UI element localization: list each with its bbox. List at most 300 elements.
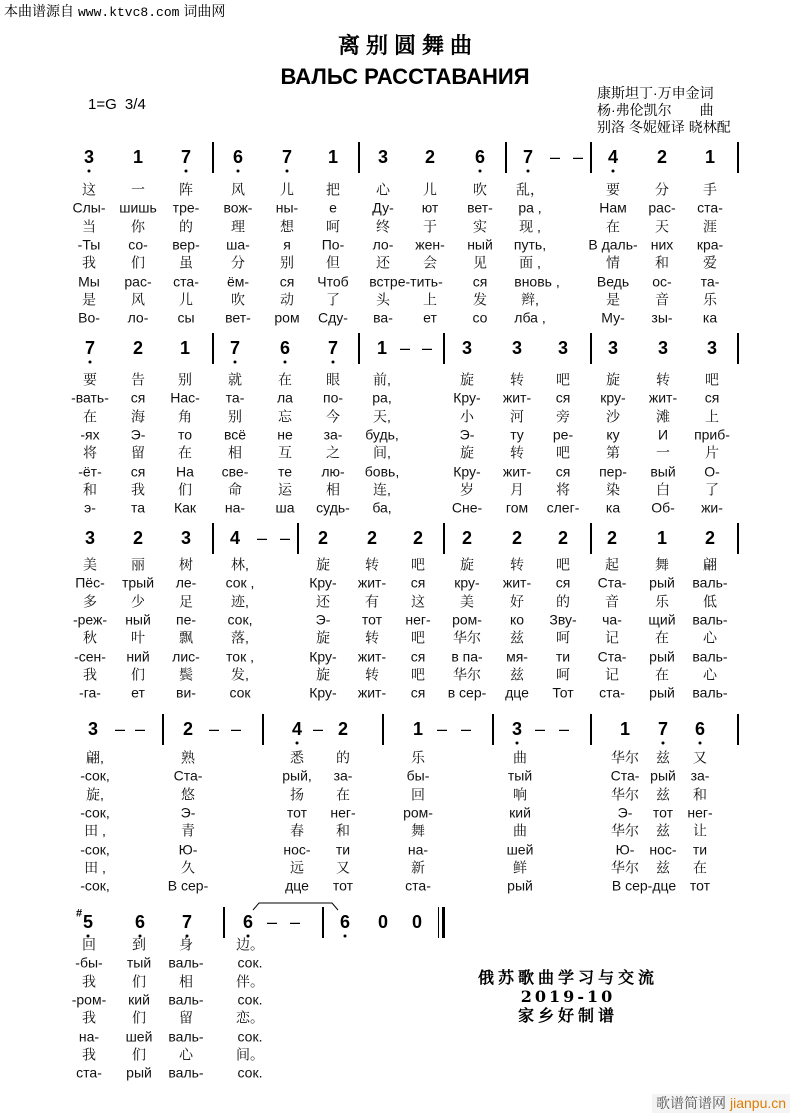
lyric-syllable: Ста-	[610, 767, 640, 784]
note-2: 2	[511, 528, 523, 548]
lyric-syllable: вет-	[467, 199, 493, 216]
lyric-syllable: 迹,	[231, 593, 249, 610]
watermark-domain-link[interactable]: jianpu.cn	[730, 1095, 787, 1111]
source-site-name: 词曲网	[183, 3, 226, 19]
lyric-syllable: вновь ,	[514, 273, 560, 289]
lyric-syllable: В сер-	[167, 877, 209, 894]
lyric-syllable: ся	[410, 648, 426, 664]
lyric-syllable: 兹	[656, 749, 670, 766]
lyric-syllable: 在	[655, 666, 669, 683]
lyric-syllable: я	[283, 236, 291, 253]
lyric-syllable: ём-	[226, 273, 250, 289]
lyric-syllable: нег-	[330, 804, 356, 821]
lyric-syllable: тот	[332, 877, 354, 894]
lyric-syllable: Э-	[130, 426, 146, 443]
lyric-syllable: В сер-дце	[611, 877, 677, 894]
lyric-syllable: вер-	[172, 236, 200, 253]
lyric-syllable: 我	[82, 254, 96, 271]
lyric-syllable: за-	[690, 767, 710, 784]
barline	[212, 523, 214, 554]
lyric-syllable: ка	[605, 499, 621, 516]
low-octave-dot-icon	[516, 742, 519, 745]
note-3: 3	[511, 338, 523, 358]
sharp-icon: #	[75, 907, 83, 920]
lyric-syllable: бы-	[406, 767, 430, 784]
lyric-syllable: Ста-	[597, 648, 627, 664]
lyric-syllable: 儿	[179, 291, 193, 308]
rest-note: 0	[377, 912, 389, 932]
lyric-syllable: рый,	[282, 767, 312, 784]
lyric-syllable: слег-	[546, 499, 580, 516]
lyric-syllable: 兹	[510, 629, 524, 646]
lyric-syllable: 岁	[460, 481, 474, 498]
lyric-syllable: 乐	[703, 291, 717, 308]
lyric-syllable: 留	[131, 444, 145, 461]
lyric-syllable: сок.	[237, 954, 263, 971]
lyric-syllable: 连,	[373, 481, 391, 498]
lyric-syllable: 现 ,	[519, 218, 541, 235]
lyric-syllable: 滩	[656, 408, 670, 425]
lyric-syllable: ный	[125, 611, 151, 628]
lyric-syllable: ло-	[127, 309, 149, 326]
lyric-syllable: 理	[231, 218, 245, 235]
lyric-syllable: ний	[126, 648, 150, 664]
lyric-syllable: ре-	[552, 426, 574, 443]
lyric-syllable: тый	[126, 954, 152, 971]
lyric-syllable: 爱	[703, 254, 717, 271]
lyric-syllable: -реж-	[72, 611, 108, 628]
lyric-syllable: 华尔	[611, 822, 639, 839]
lyric-syllable: жит-	[502, 389, 532, 406]
lyric-syllable: 就	[228, 371, 242, 388]
lyric-syllable: 心	[376, 181, 390, 198]
lyric-syllable: 们	[131, 254, 145, 271]
low-octave-dot-icon	[88, 170, 91, 173]
lyric-syllable: 我	[131, 481, 145, 498]
lyric-syllable: 但	[326, 254, 340, 271]
note-4: 4	[229, 528, 241, 548]
lyric-syllable: 间,	[373, 444, 391, 461]
barline	[590, 333, 592, 364]
note-1: 1	[132, 147, 144, 167]
lyric-syllable: шей	[506, 841, 534, 857]
lyric-syllable: 回	[82, 936, 96, 953]
lyric-syllable: 吧	[411, 556, 425, 573]
lyric-syllable: Кру-	[309, 574, 337, 591]
lyric-syllable: 们	[132, 1046, 146, 1063]
lyric-syllable: ся	[555, 389, 571, 406]
lyric-syllable: 和	[83, 481, 97, 498]
note-6: 6	[279, 338, 291, 358]
lyric-syllable: 别	[280, 254, 294, 271]
lyric-syllable: тот	[361, 611, 383, 628]
lyric-syllable: 树	[179, 556, 193, 573]
lyric-syllable: 在	[178, 444, 192, 461]
lyric-syllable: ло-	[372, 236, 394, 253]
lyric-syllable: 记	[605, 666, 619, 683]
note-1: 1	[704, 147, 716, 167]
lyric-syllable: 片	[705, 444, 719, 461]
lyric-syllable: валь-	[692, 684, 728, 701]
lyric-syllable: И	[657, 426, 669, 443]
sustain-dash: –	[289, 912, 301, 932]
lyric-syllable: Ста-	[597, 574, 627, 591]
lyric-syllable: 终	[376, 218, 390, 235]
lyric-syllable: ка	[702, 309, 718, 326]
lyric-syllable: 的	[179, 218, 193, 235]
sustain-dash: –	[256, 528, 268, 548]
note-2: 2	[337, 719, 349, 739]
lyric-syllable: 丽	[131, 556, 145, 573]
watermark	[652, 1094, 790, 1113]
lyric-syllable: мя-	[506, 648, 528, 664]
lyric-syllable: 转	[365, 666, 379, 683]
note-7: 7	[327, 338, 339, 358]
lyric-syllable: 分	[231, 254, 245, 271]
lyric-syllable: -ях	[80, 426, 100, 443]
lyric-syllable: 们	[131, 666, 145, 683]
lyric-syllable: кру-	[454, 574, 480, 591]
lyric-syllable: те	[277, 463, 293, 479]
lyric-syllable: пе-	[175, 611, 197, 628]
lyric-syllable: 鬓	[179, 666, 193, 683]
lyric-syllable: 乐	[411, 749, 425, 766]
note-2: 2	[461, 528, 473, 548]
lyric-syllable: в сер-	[447, 684, 487, 701]
note-3: 3	[511, 719, 523, 739]
lyric-syllable: 转	[510, 371, 524, 388]
lyric-syllable: 音	[655, 291, 669, 308]
lyric-syllable: ста-	[599, 684, 625, 701]
lyric-syllable: 头	[376, 291, 390, 308]
note-7: 7	[180, 147, 192, 167]
lyric-syllable: 告	[131, 371, 145, 388]
barline	[212, 142, 214, 173]
lyric-syllable: 伴。	[236, 973, 264, 990]
lyric-syllable: будь,	[365, 426, 399, 443]
lyric-syllable: 吹	[473, 181, 487, 198]
note-1: 1	[656, 528, 668, 548]
low-octave-dot-icon	[612, 170, 615, 173]
lyric-syllable: 这	[411, 593, 425, 610]
lyric-syllable: В даль-	[588, 236, 638, 253]
lyric-syllable: ти	[555, 648, 571, 664]
note-2: 2	[366, 528, 378, 548]
lyric-syllable: 命	[228, 481, 242, 498]
note-7: 7	[657, 719, 669, 739]
lyric-syllable: 天,	[373, 408, 391, 425]
lyric-syllable: 音	[605, 593, 619, 610]
source-url-link[interactable]: www.ktvc8.com	[78, 5, 180, 20]
note-7: 7	[181, 912, 193, 932]
key-and-time-signature: 1=G 3/4	[88, 96, 146, 113]
lyric-syllable: 上	[423, 291, 437, 308]
barline	[590, 714, 592, 745]
song-title-russian: ВАЛЬС РАССТАВАНИЯ	[280, 64, 530, 89]
barline	[443, 523, 445, 554]
lyric-syllable: 美	[460, 593, 474, 610]
lyric-syllable: 面 ,	[519, 254, 541, 271]
lyric-syllable: 手	[703, 181, 717, 198]
lyric-syllable: нос-	[283, 841, 311, 857]
lyric-syllable: Э-	[617, 804, 633, 821]
lyric-syllable: 呵	[326, 218, 340, 235]
lyric-syllable: ром-	[452, 611, 482, 628]
sustain-dash: –	[421, 338, 433, 358]
note-3: 3	[706, 338, 718, 358]
lyric-syllable: валь-	[168, 1028, 204, 1044]
low-octave-dot-icon	[332, 361, 335, 364]
note-2: 2	[606, 528, 618, 548]
lyric-syllable: тот	[689, 877, 711, 894]
note-6: 6	[134, 912, 146, 932]
lyric-syllable: 在	[655, 629, 669, 646]
lyric-syllable: 边。	[236, 936, 264, 953]
lyric-syllable: 好	[510, 593, 524, 610]
lyric-syllable: 儿	[280, 181, 294, 198]
lyric-syllable: кий	[509, 804, 531, 821]
lyric-syllable: 想	[280, 218, 294, 235]
lyric-syllable: 染	[606, 481, 620, 498]
lyric-syllable: 吧	[705, 371, 719, 388]
lyric-syllable: шей	[125, 1028, 153, 1044]
lyric-syllable: дце	[505, 684, 529, 701]
lyric-syllable: жит-	[502, 574, 532, 591]
lyric-syllable: 在	[83, 408, 97, 425]
low-octave-dot-icon	[699, 742, 702, 745]
lyric-syllable: 和	[693, 786, 707, 803]
lyric-syllable: Нас-	[170, 389, 200, 406]
sustain-dash: –	[460, 719, 472, 739]
lyric-syllable: 们	[178, 481, 192, 498]
lyric-syllable: 阵	[179, 181, 193, 198]
lyric-syllable: ся	[555, 574, 571, 591]
lyric-syllable: 一	[131, 181, 145, 198]
lyric-syllable: в па-	[451, 648, 483, 664]
lyric-syllable: 在	[606, 218, 620, 235]
lyric-syllable: 心	[703, 666, 717, 683]
lyric-syllable: 还	[316, 593, 330, 610]
lyric-syllable: Ю-	[178, 841, 198, 857]
lyric-syllable: Слы-	[72, 199, 106, 216]
credit-translator-arranger: 别洛 冬妮娅译 晓林配	[597, 119, 731, 135]
lyric-syllable: Кру-	[453, 389, 481, 406]
lyric-syllable: Э-	[180, 804, 196, 821]
lyric-syllable: ча-	[602, 611, 622, 628]
lyric-syllable: 见	[473, 254, 487, 271]
lyric-syllable: 间。	[236, 1046, 264, 1063]
lyric-syllable: 第	[606, 444, 620, 461]
lyric-syllable: 我	[82, 1046, 96, 1063]
lyric-syllable: ста-	[173, 273, 199, 289]
lyric-syllable: Кру-	[453, 463, 481, 479]
lyric-syllable: 起	[605, 556, 619, 573]
lyric-syllable: рый	[649, 574, 675, 591]
lyric-syllable: 兹	[656, 786, 670, 803]
lyric-syllable: 一	[656, 444, 670, 461]
note-3: 3	[607, 338, 619, 358]
lyric-syllable: не	[277, 426, 293, 443]
lyric-syllable: рас-	[124, 273, 152, 289]
sustain-dash: –	[399, 338, 411, 358]
lyric-syllable: валь-	[692, 611, 728, 628]
barline	[212, 333, 214, 364]
lyric-syllable: 华尔	[453, 629, 481, 646]
lyric-syllable: та-	[225, 389, 245, 406]
note-3: 3	[180, 528, 192, 548]
note-3: 3	[557, 338, 569, 358]
note-2: 2	[132, 528, 144, 548]
low-octave-dot-icon	[237, 170, 240, 173]
lyric-syllable: Кру-	[309, 684, 337, 701]
lyric-syllable: гом	[505, 499, 529, 516]
lyric-syllable: 了	[326, 291, 340, 308]
lyric-syllable: нег-	[405, 611, 431, 628]
lyric-syllable: валь-	[692, 648, 728, 664]
lyric-syllable: 记	[605, 629, 619, 646]
note-1: 1	[179, 338, 191, 358]
lyric-syllable: Пёс-	[75, 574, 105, 591]
final-barline-thick	[442, 907, 445, 938]
lyric-syllable: 了	[705, 481, 719, 498]
lyric-syllable: 将	[556, 481, 570, 498]
barline	[737, 333, 739, 364]
lyric-syllable: ет	[131, 684, 145, 701]
note-7: 7	[84, 338, 96, 358]
lyric-syllable: 少	[131, 593, 145, 610]
lyric-syllable: О-	[704, 463, 720, 479]
lyric-syllable: 悠	[181, 786, 195, 803]
lyric-syllable: вет-	[225, 309, 251, 326]
lyric-syllable: 呵	[556, 666, 570, 683]
lyric-syllable: 曲	[513, 822, 527, 839]
lyric-syllable: 分	[655, 181, 669, 198]
lyric-syllable: рый	[650, 767, 676, 784]
lyric-syllable: 久	[181, 859, 195, 876]
note-7: 7	[229, 338, 241, 358]
lyric-syllable: 情	[606, 254, 620, 271]
low-octave-dot-icon	[284, 361, 287, 364]
lyric-syllable: рый	[507, 877, 533, 894]
lyric-syllable: 吹	[231, 291, 245, 308]
lyric-syllable: 还	[376, 254, 390, 271]
lyric-syllable: 前,	[373, 371, 391, 388]
lyric-syllable: Нам	[599, 199, 627, 216]
note-2: 2	[132, 338, 144, 358]
lyric-syllable: 田 ,	[84, 822, 106, 839]
lyric-syllable: 又	[693, 749, 707, 766]
lyric-syllable: жит-	[502, 463, 532, 479]
lyric-syllable: Э-	[459, 426, 475, 443]
lyric-syllable: жит-	[357, 574, 387, 591]
note-6: 6	[232, 147, 244, 167]
lyric-syllable: Ю-	[615, 841, 635, 857]
lyric-syllable: 兹	[656, 822, 670, 839]
lyric-syllable: ви-	[176, 684, 196, 701]
lyric-syllable: 兹	[656, 859, 670, 876]
lyric-syllable: валь-	[692, 574, 728, 591]
lyric-syllable: 响	[513, 786, 527, 803]
lyric-syllable: Э-	[315, 611, 331, 628]
lyric-syllable: 天	[655, 218, 669, 235]
lyric-syllable: жит-	[357, 648, 387, 664]
lyric-syllable: 涯	[703, 218, 717, 235]
sustain-dash: –	[279, 528, 291, 548]
lyric-syllable: ра,	[372, 389, 392, 406]
lyric-syllable: 乱，	[516, 181, 544, 198]
note-2: 2	[412, 528, 424, 548]
lyric-syllable: Во-	[78, 309, 100, 326]
lyric-syllable: ся	[410, 684, 426, 701]
lyric-syllable: 舞	[411, 822, 425, 839]
lyric-syllable: Ведь	[596, 273, 630, 289]
lyric-syllable: -сок,	[80, 767, 110, 784]
lyric-syllable: 叶	[131, 629, 145, 646]
lyric-syllable: жен-	[415, 236, 445, 253]
lyric-syllable: 风	[231, 181, 245, 198]
lyric-syllable: ся	[472, 273, 488, 289]
lyric-syllable: лю-	[321, 463, 345, 479]
lyric-syllable: 恋。	[236, 1009, 264, 1026]
lyric-syllable: валь-	[168, 1064, 204, 1081]
lyric-syllable: 留	[179, 1009, 193, 1026]
lyric-syllable: Ста-	[173, 767, 203, 784]
lyric-syllable: 有	[365, 593, 379, 610]
lyric-syllable: 之	[326, 444, 340, 461]
lyric-syllable: 把	[326, 181, 340, 198]
lyric-syllable: по-	[322, 389, 344, 406]
low-octave-dot-icon	[185, 170, 188, 173]
lyric-syllable: 辫,	[521, 291, 539, 308]
lyric-syllable: 华尔	[453, 666, 481, 683]
lyric-syllable: -сен-	[74, 648, 106, 664]
lyric-syllable: тот	[286, 804, 308, 821]
lyric-syllable: валь-	[168, 991, 204, 1008]
source-label: 本曲谱源自	[4, 3, 74, 19]
lyric-syllable: ный	[467, 236, 493, 253]
barline	[322, 907, 324, 938]
low-octave-dot-icon	[479, 170, 482, 173]
note-5: 5	[82, 912, 94, 932]
lyric-syllable: всё	[223, 426, 247, 443]
lyric-syllable: 旋	[460, 371, 474, 388]
lyric-syllable: 白	[656, 481, 670, 498]
lyric-syllable: 转	[656, 371, 670, 388]
note-3: 3	[83, 147, 95, 167]
lyric-syllable: 翩,	[86, 749, 104, 766]
sustain-dash: –	[436, 719, 448, 739]
lyric-syllable: 月	[510, 481, 524, 498]
lyric-syllable: По-	[321, 236, 345, 253]
lyric-syllable: 吧	[411, 666, 425, 683]
sustain-dash: –	[114, 719, 126, 739]
lyric-syllable: -Ты	[77, 236, 101, 253]
barline	[262, 714, 264, 745]
lyric-syllable: ся	[555, 463, 571, 479]
barline	[162, 714, 164, 745]
lyric-syllable: Му-	[601, 309, 625, 326]
lyric-syllable: сок.	[237, 1064, 263, 1081]
barline	[492, 714, 494, 745]
lyric-syllable: ста-	[76, 1064, 102, 1081]
lyric-syllable: 乐	[655, 593, 669, 610]
lyric-syllable: 运	[278, 481, 292, 498]
lyric-syllable: 到	[132, 936, 146, 953]
lyric-syllable: шишь	[119, 199, 157, 216]
lyric-syllable: 扬	[290, 786, 304, 803]
lyric-syllable: судь-	[316, 499, 350, 516]
footer-date: 2019-10	[520, 987, 616, 1006]
